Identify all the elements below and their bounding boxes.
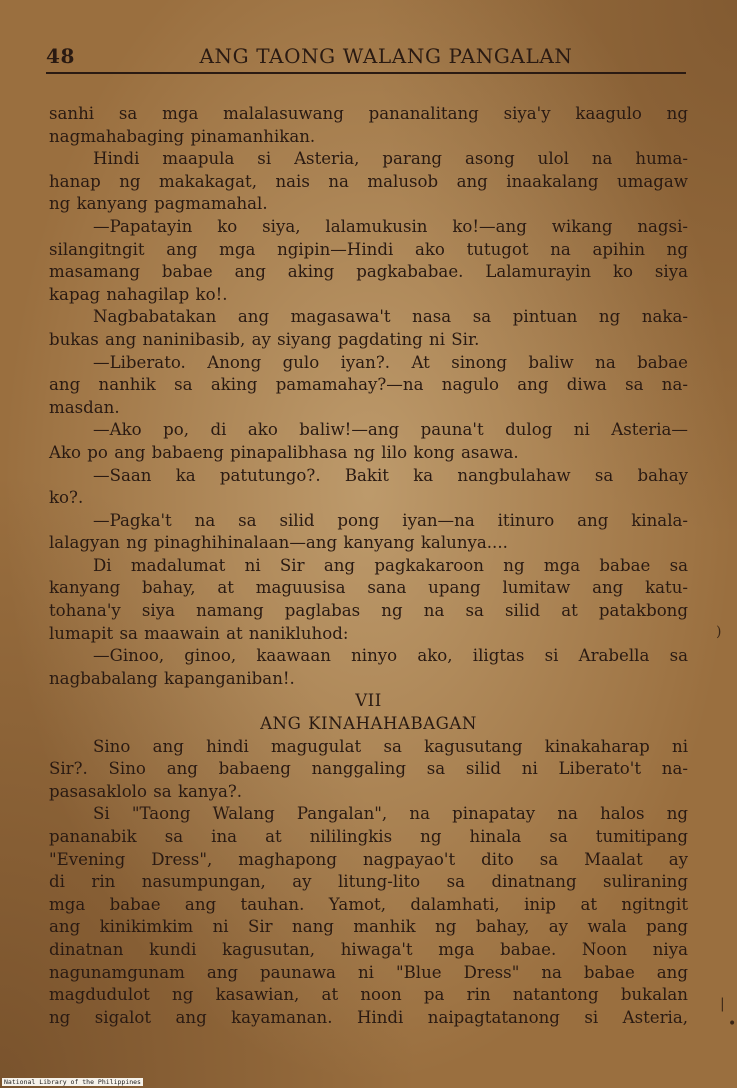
text-line: sanhi sa mga malalasuwang pananalitang siya'y kaagulo ng <box>49 104 688 123</box>
margin-mark: • <box>728 1016 737 1032</box>
text-line: —Saan ka patutungo?. Bakit ka nangbulahaw sa bahay <box>93 465 688 485</box>
page-number: 48 <box>46 44 76 68</box>
text-line: Nagbabatakan ang magasawa't nasa sa pintuan ng naka- <box>93 307 688 327</box>
text-line: Hindi maapula si Asteria, parang asong ulol na huma- <box>93 149 688 169</box>
text-line: Si "Taong Walang Pangalan", na pinapatay na halos ng <box>93 804 688 824</box>
text-line: nagbabalang kapanganiban!. <box>49 668 295 688</box>
text-line: lalagyan ng pinaghihinalaan—ang kanyang kalunya.... <box>49 533 508 553</box>
page-header <box>46 40 686 70</box>
text-line: Sino ang hindi magugulat sa kagusutang kinakaharap ni <box>93 736 688 756</box>
text-line: hanap ng makakagat, nais na malusob ang inaakalang umagaw <box>49 171 688 191</box>
text-line: dinatnan kundi kagusutan, hiwaga't mga babae. Noon niya <box>49 939 688 959</box>
text-line: magdudulot ng kasawian, at noon pa rin natantong bukalan <box>49 985 688 1005</box>
section-heading-line: VII <box>355 691 382 711</box>
text-line: Ako po ang babaeng pinapalibhasa ng lilo kong asawa. <box>49 442 519 462</box>
text-line: pananabik sa ina at nililingkis ng hinala sa tumitipang <box>49 827 688 846</box>
text-line: Sir?. Sino ang babaeng nanggaling sa silid ni Liberato't na- <box>49 759 688 779</box>
text-line: —Ginoo, ginoo, kaawaan ninyo ako, iligtas si Arabella sa <box>93 646 688 666</box>
text-line: —Liberato. Anong gulo iyan?. At sinong baliw na babae <box>93 352 688 372</box>
text-line: —Pagka't na sa silid pong iyan—na itinuro ang kinala- <box>93 510 688 530</box>
text-line: pasasaklolo sa kanya?. <box>49 781 243 801</box>
margin-mark: ) <box>716 624 722 640</box>
text-line: silangitngit ang mga ngipin—Hindi ako tutugot na apihin ng <box>49 239 688 259</box>
scan-credit: National Library of the Philippines <box>4 1078 141 1086</box>
text-line: ang kinikimkim ni Sir nang manhik ng bahay, ay wala pang <box>49 917 688 937</box>
text-line: kapag nahagilap ko!. <box>49 284 228 304</box>
text-line: ng kanyang pagmamahal. <box>49 194 268 214</box>
text-line: masdan. <box>49 397 120 417</box>
section-heading-line: ANG KINAHAHABAGAN <box>260 714 477 734</box>
text-line: "Evening Dress", maghapong nagpayao't dito sa Maalat ay <box>49 849 688 869</box>
margin-mark: | <box>720 996 725 1012</box>
text-line: —Ako po, di ako baliw!—ang pauna't dulog ni Asteria— <box>93 420 688 440</box>
text-line: lumapit sa maawain at nanikluhod: <box>49 623 349 643</box>
text-line: mga babae ang tauhan. Yamot, dalamhati, inip at ngitngit <box>49 894 688 914</box>
text-line: Di madalumat ni Sir ang pagkakaroon ng mga babae sa <box>93 555 688 575</box>
text-line: di rin nasumpungan, ay litung-lito sa dinatnang suliraning <box>49 872 688 892</box>
text-line: nagmahabaging pinamanhikan. <box>49 126 316 146</box>
text-line: kanyang bahay, at maguusisa sana upang lumitaw ang katu- <box>49 578 688 598</box>
text-line: bukas ang naninibasib, ay siyang pagdating ni Sir. <box>49 329 480 349</box>
text-line: ng sigalot ang kayamanan. Hindi naipagtatanong si Asteria, <box>49 1007 688 1027</box>
running-title: ANG TAONG WALANG PANGALAN <box>199 44 573 68</box>
text-line: masamang babae ang aking pagkababae. Lalamurayin ko siya <box>49 262 688 282</box>
text-line: nagunamgunam ang paunawa ni "Blue Dress" na babae ang <box>49 962 688 982</box>
text-line: tohana'y siya namang paglabas ng na sa silid at patakbong <box>49 601 688 621</box>
text-line: ang nanhik sa aking pamamahay?—na nagulo ang diwa sa na- <box>49 375 688 395</box>
text-line: —Papatayin ko siya, lalamukusin ko!—ang wikang nagsi- <box>93 216 688 236</box>
text-line: ko?. <box>49 488 84 508</box>
body-text <box>49 103 688 1029</box>
header-rule <box>46 72 686 74</box>
